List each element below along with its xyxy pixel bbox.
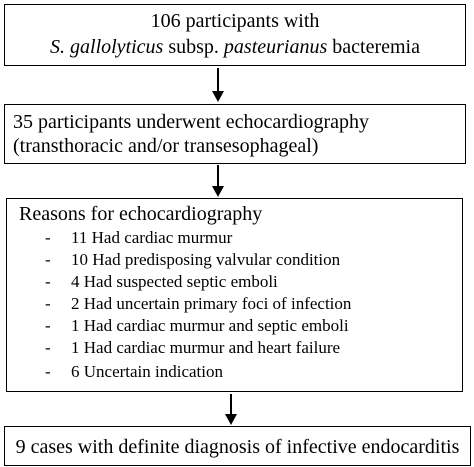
organism-subspecies: pasteurianus [223,36,328,58]
diagnosis-box [4,426,471,466]
organism-condition: bacteremia [327,36,420,58]
reason-item [45,317,349,335]
reason-item [45,229,232,247]
bullet-dash: - [45,338,51,357]
reason-text: 1 Had cardiac murmur and heart failure [71,338,341,357]
organism-species: S. gallolyticus [50,36,164,58]
echocardiography-box [4,104,466,164]
reasons-box [6,198,463,392]
arrow-down-icon [212,68,224,102]
organism-text [5,36,465,58]
reason-text: 1 Had cardiac murmur and septic emboli [71,316,349,335]
bullet-dash: - [45,362,51,381]
echocardiography-count-text: 35 participants underwent echocardiography [13,111,369,133]
reason-item [45,295,351,313]
bullet-dash: - [45,294,51,313]
reason-item [45,273,278,291]
bullet-dash: - [45,228,51,247]
reason-item [45,251,340,269]
reason-item [45,339,340,357]
reason-text: 6 Uncertain indication [71,362,224,381]
reason-text: 4 Had suspected septic emboli [71,272,278,291]
bullet-dash: - [45,272,51,291]
organism-subsp: subsp. [163,36,224,58]
arrow-down-icon [225,394,237,425]
reason-text: 11 Had cardiac murmur [71,228,233,247]
bullet-dash: - [45,316,51,335]
reason-text: 2 Had uncertain primary foci of infection [71,294,352,313]
bullet-dash: - [45,250,51,269]
echocardiography-type-text: (transthoracic and/or transesophageal) [13,135,319,157]
reasons-title: Reasons for echocardiography [19,203,263,225]
participants-count-text: 106 participants with [150,10,320,32]
arrow-down-icon [212,165,224,197]
reason-text: 10 Had predisposing valvular condition [71,250,341,269]
participants-box [4,4,466,66]
diagnosis-text: 9 cases with definite diagnosis of infective endocarditis [15,436,460,458]
reason-item [45,363,223,381]
